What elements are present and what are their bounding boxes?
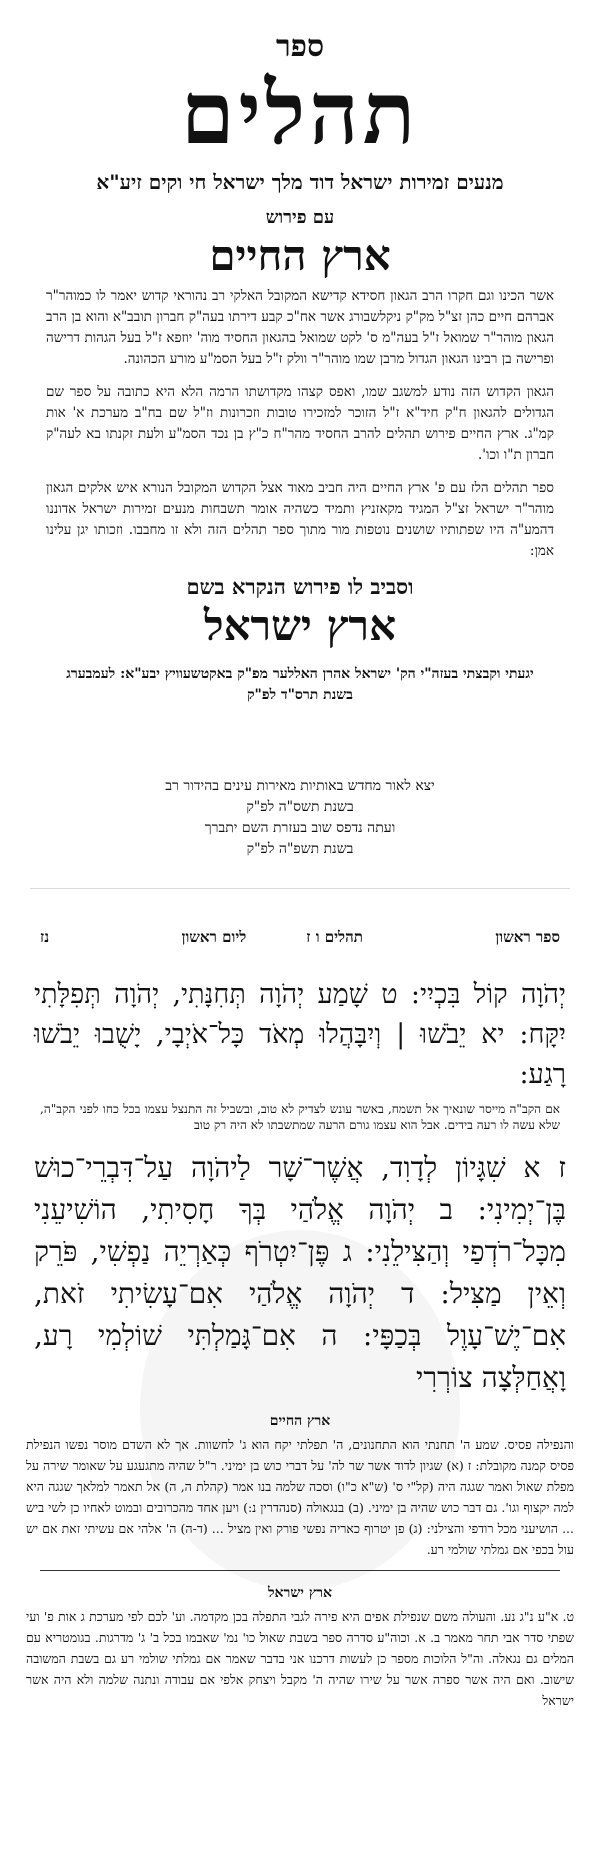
commentary-title: ארץ החיים (209, 231, 391, 280)
second-commentary-text: ט. א"ע נ"ג נע. והעולה משם שנפילת אפים היא פירה לגבי התפלה בכן מקדמה. וע' לכם לפי מערכת ג אות פ' ועי שפתי סדר אבי תחר מאמר ב. א. וכוה"ע סדרה ספר בשבת שאול כו' נמ' שאבמו בכל ב' ג' מדרגות. בגומטריא עם המלים גם נגאלה. וה"ל הלוכות מספר כן לעשות דרכנו אני בדבר שאמר אם גמלתי שולמי רע גם בשבת המשובה שישוב. ואם היה אשר ספרה אשר על שירו שהיה ה' מקבל ויצחק אלפי אם עבודה ונתנה שלמה ולא היה אשר ישראל (26, 1609, 574, 1708)
publication-line: ועתה נדפס שוב בעזרת השם יתברך (204, 820, 396, 836)
inline-comment: אם הקב"ה מייסר שונאיך אל תשמח, באשר עונש לצדיק לא טוב, ובשביל זה התנצל עצמו בכל כחו לפני הקב"ה, שלא עשה לו רעה בידים. אבל הוא עצמו גורם הרעה שמתשבתו לא היה רק טוב (40, 1102, 560, 1132)
book-history-paragraph: ספר תהלים הלז עם פ' ארץ החיים היה חביב מאוד אצל הקדוש המקובל הנורא איש אלקים הגאון מוהר"ר ישראל זצ"ל המגיד מקאזניץ ותמיד כשהיה אומר תשבחות מנעים זמירות ישראל אדוננו דהמע"ה היו שפתותיו שושנים נוטפות מור מתוך ספר תהלים הזה ולא זו מחבבו. וזכותו יגן עלינו אמן: (46, 480, 554, 559)
psalm-6-verses: יְהֹוָה קוֹל בִּכְיִי: ט שָׁמַע יְהֹוָה תְּחִנָּתִי, יְהֹוָה תְּפִלָּתִי יִקָּח: יא יֵבֹשׁוּ | וְיִבָּהֲלוּ מְאֹד כָּל־אֹיְבָי, יָשֻׁבוּ יֵבֹשׁוּ רָגַע: (34, 979, 566, 1090)
author-praise-paragraph: הגאון הקדוש הזה נודע למשגב שמו, ואפס קצהו מקדושתו הרמה הלא היא כתובה על ספר שם הגדולים להגאון ח"ק חיד"א ז"ל הזוכר למזכירו טובות וזכרונות וז"ל שם בח"ב מערכת א' אות קמ"ג. ארץ החיים פירוש תהלים להרב החסיד מהר"ח כ"ץ בן נכד הסמ"ע ולעת זקנתו בא לעה"ק חברון ת"ו וכו'. (46, 384, 554, 463)
publication-line: יצא לאור מחדש באותיות מאירות עינים בהידור רב (165, 778, 435, 794)
publication-line: בשנת תשפ"ה לפ"ק (246, 841, 354, 857)
book-title: תהלים (180, 63, 420, 164)
commentary-label: ארץ החיים (269, 1413, 331, 1429)
book-label: ספר (275, 29, 325, 64)
page-divider (30, 888, 570, 889)
second-commentary-label: ארץ ישראל (267, 1585, 333, 1601)
title-page (0, 0, 600, 900)
second-commentary-title: ארץ ישראל (203, 601, 397, 650)
author-paragraph: אשר הכינו וגם חקרו הרב הגאון חסידא קדישא המקובל האלקי רב נהוראי קדוש יאמר לו כמוהר"ר אברהם חיים כהן זצ"ל מק"ק ניקלשבורג אשר אח"כ קבע דירתו בעה"ק חברון תובב"א והוא בן הרב הגאון מוהר"ר שמואל ז"ל בעה"מ ס' לקט שמואל בהגאון החסיד מוה' יוזפא ז"ל בעל הגהות דרישה ופרישה בן רבינו הגאון הגדול מרבן שמו מוהר"ר וולק ז"ל בעל הסמ"ע מורע הכהונה. (46, 288, 554, 367)
book-subtitle: מנעים זמירות ישראל דוד מלך ישראל חי וקים זיע"א (96, 170, 504, 194)
text-page (0, 900, 600, 1875)
page-number: נז (40, 928, 50, 946)
header-book: ספר ראשון (495, 928, 560, 946)
header-middle (182, 928, 363, 947)
commentary-text: והנפילה פסיס. שמע ה' תחנתי הוא התחנונים, ה' תפלתי יקח הוא ג' לחשוות. אך לא השדם מוסר נפשו הנפילת פסיס קמנה מקובלת: ז (א) שגיון לדוד אשר שר לה' על דברי כוש בן ימיני. ר"ל שהיה מתגעגע על שאומר שירה על מפלת שאול ואמר שגגה היה (קל"י ס' (ש"א כ"ו) וסכה שלמה בנו אמר (קהלת ה, ה) אל תאמר למלאך שגגה היא למה יקצוף וגו'. גם דבר כוש שהיה בן ימיני. (ב) בנגאולה (סנהדרין נ:) ויען אחד מהכרובים ובמוט לאחיו כן לשי ביש ... הושיעני מכל רודפי והצילני: (ג) פן יטרוף כאריה נפשי פורק ואין מציל ... (ד-ה) ה' אלהי אם עשיתי זאת אם יש עול בכפי אם גמלתי שולמי רע. (26, 1437, 574, 1557)
header-chapter: תהלים ו ז (306, 928, 363, 946)
with-commentary-label: עם פירוש (265, 207, 335, 228)
psalm-7-verses: ז א שִׁגָּיוֹן לְדָוִד, אֲשֶׁר־שָׁר לַיהֹוָה עַל־דִּבְרֵי־כוּשׁ בֶּן־יְמִינִי: ב יְהֹוָה אֱלֹהַי בְּךָ חָסִיתִי, הוֹשִׁיעֵנִי מִכָּל־רֹדְפַי וְהַצִּילֵנִי: ג פֶּן־יִטְרֹף כְּאַרְיֵה נַפְשִׁי, פֹּרֵק וְאֵין מַצִּיל: ד יְהֹוָה אֱלֹהַי אִם־עָשִׂיתִי זֹאת, אִם־יֶשׁ־עָוֶל בְּכַפָּי: ה אִם־גָּמַלְתִּי שׁוֹלְמִי רָע, וָאֲחַלְּצָה צוֹרְרִי (34, 1151, 566, 1394)
second-commentary-intro: וסביב לו פירוש הנקרא בשם (186, 574, 414, 599)
compiler-line: יגעתי וקבצתי בעזה"י הק' ישראל אהרן האללער מפ"ק באקטשעוויץ יבע"א: לעמבערג בשנת תרס"ד לפ"ק (66, 666, 534, 703)
running-header (0, 900, 600, 947)
publication-line: בשנת תשס"ה לפ"ק (246, 799, 354, 815)
header-day: ליום ראשון (181, 928, 247, 946)
publication-block (0, 776, 600, 860)
footnote-rule (40, 1570, 560, 1571)
